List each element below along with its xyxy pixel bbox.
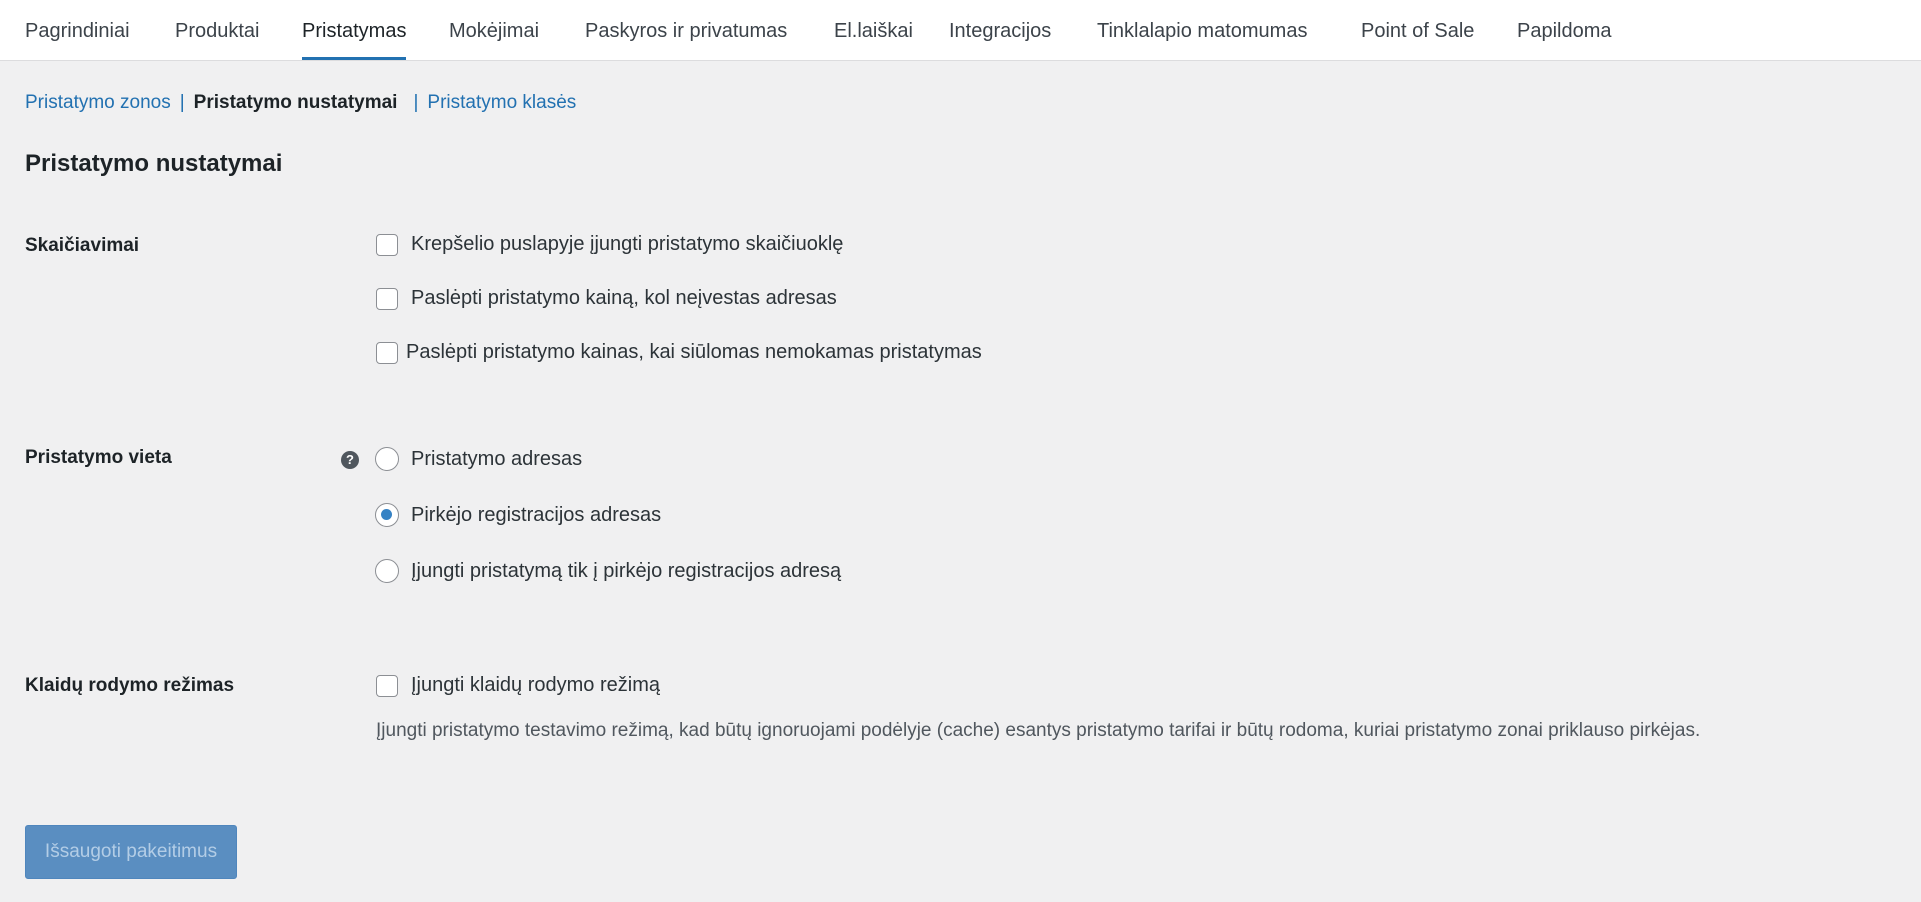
subnav-separator: |: [413, 92, 419, 113]
settings-tab-bar: [0, 0, 1921, 61]
tab-point-of-sale[interactable]: Point of Sale: [1361, 20, 1475, 42]
tab-products[interactable]: Produktai: [175, 20, 260, 42]
hide-rates-free-shipping-checkbox[interactable]: [376, 342, 398, 364]
hide-cost-until-address-checkbox[interactable]: [376, 288, 398, 310]
option-label: Įjungti klaidų rodymo režimą: [411, 674, 660, 696]
option-label: Pirkėjo registracijos adresas: [411, 503, 662, 526]
tab-accounts-privacy[interactable]: Paskyros ir privatumas: [585, 20, 788, 42]
hide-rates-free-shipping-option[interactable]: [376, 341, 982, 364]
enable-shipping-calculator-checkbox[interactable]: [376, 234, 398, 256]
subnav-shipping-zones[interactable]: Pristatymo zonos: [25, 92, 171, 113]
subnav-shipping-classes[interactable]: Pristatymo klasės: [427, 92, 577, 113]
enable-shipping-calculator-option[interactable]: [376, 233, 843, 256]
option-label: Įjungti pristatymą tik į pirkėjo registracijos adresą: [411, 559, 842, 582]
tab-general[interactable]: Pagrindiniai: [25, 20, 130, 42]
page-title: Pristatymo nustatymai: [25, 150, 283, 177]
calculations-label: Skaičiavimai: [25, 235, 140, 256]
tab-site-visibility[interactable]: Tinklalapio matomumas: [1097, 20, 1308, 42]
option-label: Paslėpti pristatymo kainą, kol neįvestas adresas: [411, 287, 837, 309]
subnav-shipping-settings[interactable]: Pristatymo nustatymai: [193, 92, 398, 113]
tab-shipping[interactable]: Pristatymas: [302, 0, 406, 60]
option-label: Paslėpti pristatymo kainas, kai siūlomas nemokamas pristatymas: [406, 341, 982, 363]
ship-to-billing-address-option[interactable]: [375, 503, 661, 527]
help-icon[interactable]: ?: [341, 451, 359, 469]
tab-advanced[interactable]: Papildoma: [1517, 20, 1612, 42]
hide-cost-until-address-option[interactable]: [376, 287, 837, 310]
tab-payments[interactable]: Mokėjimai: [449, 20, 540, 42]
save-changes-button[interactable]: Išsaugoti pakeitimus: [25, 825, 237, 879]
debug-mode-description: Įjungti pristatymo testavimo režimą, kad būtų ignoruojami podėlyje (cache) esantys pristatymo tarifai ir būtų rodoma, kuriai pristatymo zonai priklauso pirkėjas.: [376, 720, 1701, 741]
billing-address-only-radio[interactable]: [375, 559, 399, 583]
shipping-location-label: Pristatymo vieta: [25, 447, 172, 468]
tab-emails[interactable]: El.laiškai: [834, 20, 913, 42]
enable-debug-mode-option[interactable]: [376, 674, 660, 697]
ship-to-billing-address-radio[interactable]: [375, 503, 399, 527]
subnav-separator: |: [179, 92, 185, 113]
enable-debug-mode-checkbox[interactable]: [376, 675, 398, 697]
debug-mode-label: Klaidų rodymo režimas: [25, 675, 235, 696]
option-label: Pristatymo adresas: [411, 447, 583, 470]
option-label: Krepšelio puslapyje įjungti pristatymo skaičiuoklę: [411, 233, 844, 255]
billing-address-only-option[interactable]: [375, 559, 841, 583]
tab-integrations[interactable]: Integracijos: [949, 20, 1052, 42]
ship-to-shipping-address-radio[interactable]: [375, 447, 399, 471]
shipping-subnav: [25, 92, 576, 114]
ship-to-shipping-address-option[interactable]: [375, 447, 582, 471]
